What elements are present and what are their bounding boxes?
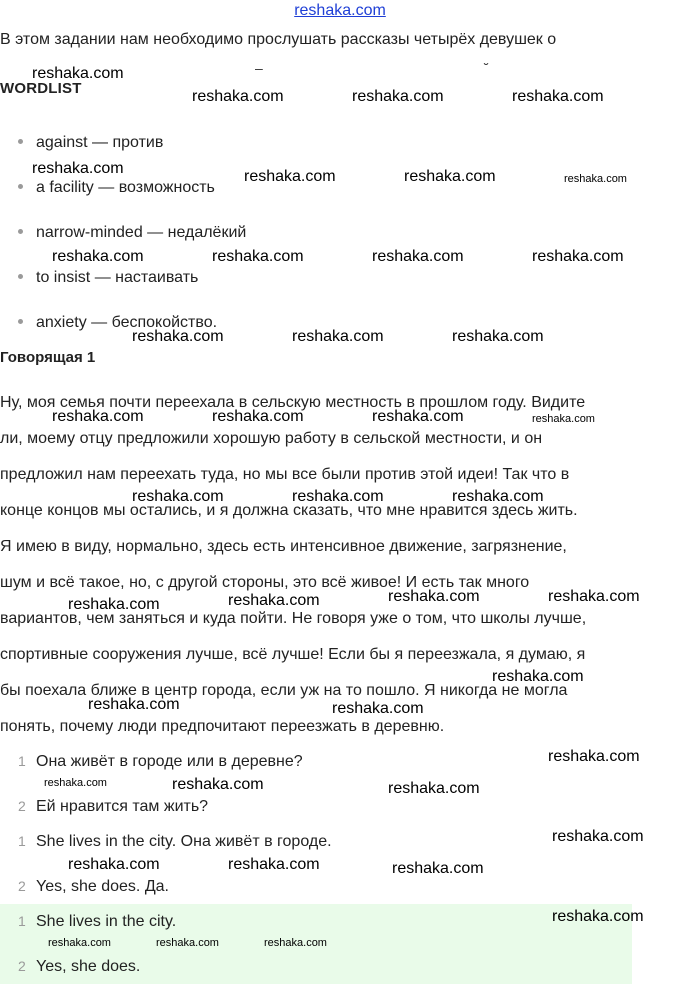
paragraph-line: ли, моему отцу предложили хорошую работу в сельской местности, и он <box>0 430 543 447</box>
watermark: reshaka.com <box>372 248 464 265</box>
watermark: reshaka.com <box>244 168 336 185</box>
watermark: reshaka.com <box>512 88 604 105</box>
watermark: reshaka.com <box>32 65 124 82</box>
watermark: reshaka.com <box>404 168 496 185</box>
watermark: reshaka.com <box>264 937 327 949</box>
paragraph-line: конце концов мы остались, и я должна сказать, что мне нравится здесь жить. <box>0 502 578 519</box>
watermark: reshaka.com <box>212 248 304 265</box>
site-link[interactable]: reshaka.com <box>294 2 386 19</box>
watermark: reshaka.com <box>48 937 111 949</box>
question-item: 2 Ей нравится там жить? <box>18 798 209 815</box>
wordlist-item: to insist — настаивать <box>18 269 198 287</box>
watermark: reshaka.com <box>228 592 320 609</box>
watermark: reshaka.com <box>192 88 284 105</box>
watermark: reshaka.com <box>88 696 180 713</box>
speaker-title: Говорящая 1 <box>0 349 96 366</box>
watermark: reshaka.com <box>332 700 424 717</box>
bullet-icon <box>18 319 23 324</box>
intro-text: В этом задании нам необходимо прослушать рассказы четырёх девушек о <box>0 31 557 48</box>
watermark: reshaka.com <box>44 777 107 789</box>
watermark: reshaka.com <box>132 328 224 345</box>
watermark: reshaka.com <box>228 856 320 873</box>
watermark: reshaka.com <box>532 413 595 425</box>
watermark: reshaka.com <box>392 860 484 877</box>
watermark: reshaka.com <box>32 160 124 177</box>
decorative-mark: ˘ <box>484 60 489 76</box>
watermark: reshaka.com <box>388 780 480 797</box>
decorative-dash: – <box>255 60 263 76</box>
watermark: reshaka.com <box>548 748 640 765</box>
wordlist-item: a facility — возможность <box>18 179 215 197</box>
wordlist-item: narrow-minded — недалёкий <box>18 224 246 242</box>
watermark: reshaka.com <box>132 488 224 505</box>
watermark: reshaka.com <box>452 488 544 505</box>
watermark: reshaka.com <box>292 488 384 505</box>
wordlist-title: WORDLIST <box>0 80 82 97</box>
bullet-icon <box>18 274 23 279</box>
paragraph-line: шум и всё такое, но, с другой стороны, это всё живое! И есть так много <box>0 574 530 591</box>
paragraph-line: предложил нам переехать туда, но мы все были против этой идеи! Так что в <box>0 466 570 483</box>
paragraph-line: Ну, моя семья почти переехала в сельскую местность в прошлом году. Видите <box>0 394 586 411</box>
watermark: reshaka.com <box>388 588 480 605</box>
watermark: reshaka.com <box>68 856 160 873</box>
watermark: reshaka.com <box>372 408 464 425</box>
paragraph-line: бы поехала ближе в центр города, если уж на то пошло. Я никогда не могла <box>0 682 568 699</box>
answer-final-item: 1 She lives in the city. <box>18 913 177 930</box>
paragraph-line: спортивные сооружения лучше, всё лучше! Если бы я переезжала, я думаю, я <box>0 646 586 663</box>
watermark: reshaka.com <box>212 408 304 425</box>
watermark: reshaka.com <box>52 408 144 425</box>
watermark: reshaka.com <box>548 588 640 605</box>
paragraph-line: вариантов, чем заняться и куда пойти. Не говоря уже о том, что школы лучше, <box>0 610 587 627</box>
watermark: reshaka.com <box>564 173 627 185</box>
answer-translated-item: 2 Yes, she does. Да. <box>18 878 169 895</box>
watermark: reshaka.com <box>532 248 624 265</box>
watermark: reshaka.com <box>552 908 644 925</box>
watermark: reshaka.com <box>292 328 384 345</box>
paragraph-line: Я имею в виду, нормально, здесь есть интенсивное движение, загрязнение, <box>0 538 567 555</box>
wordlist-item: anxiety — беспокойство. <box>18 314 217 332</box>
question-item: 1 Она живёт в городе или в деревне? <box>18 753 303 770</box>
watermark: reshaka.com <box>68 596 160 613</box>
paragraph-line: понять, почему люди предпочитают переезжать в деревню. <box>0 718 445 735</box>
answer-final-item: 2 Yes, she does. <box>18 958 141 975</box>
bullet-icon <box>18 184 23 189</box>
wordlist-item: against — против <box>18 134 163 152</box>
answer-translated-item: 1 She lives in the city. Она живёт в городе. <box>18 833 332 850</box>
watermark: reshaka.com <box>352 88 444 105</box>
watermark: reshaka.com <box>492 668 584 685</box>
watermark: reshaka.com <box>552 828 644 845</box>
watermark: reshaka.com <box>156 937 219 949</box>
watermark: reshaka.com <box>452 328 544 345</box>
watermark: reshaka.com <box>52 248 144 265</box>
bullet-icon <box>18 229 23 234</box>
watermark: reshaka.com <box>172 776 264 793</box>
bullet-icon <box>18 139 23 144</box>
